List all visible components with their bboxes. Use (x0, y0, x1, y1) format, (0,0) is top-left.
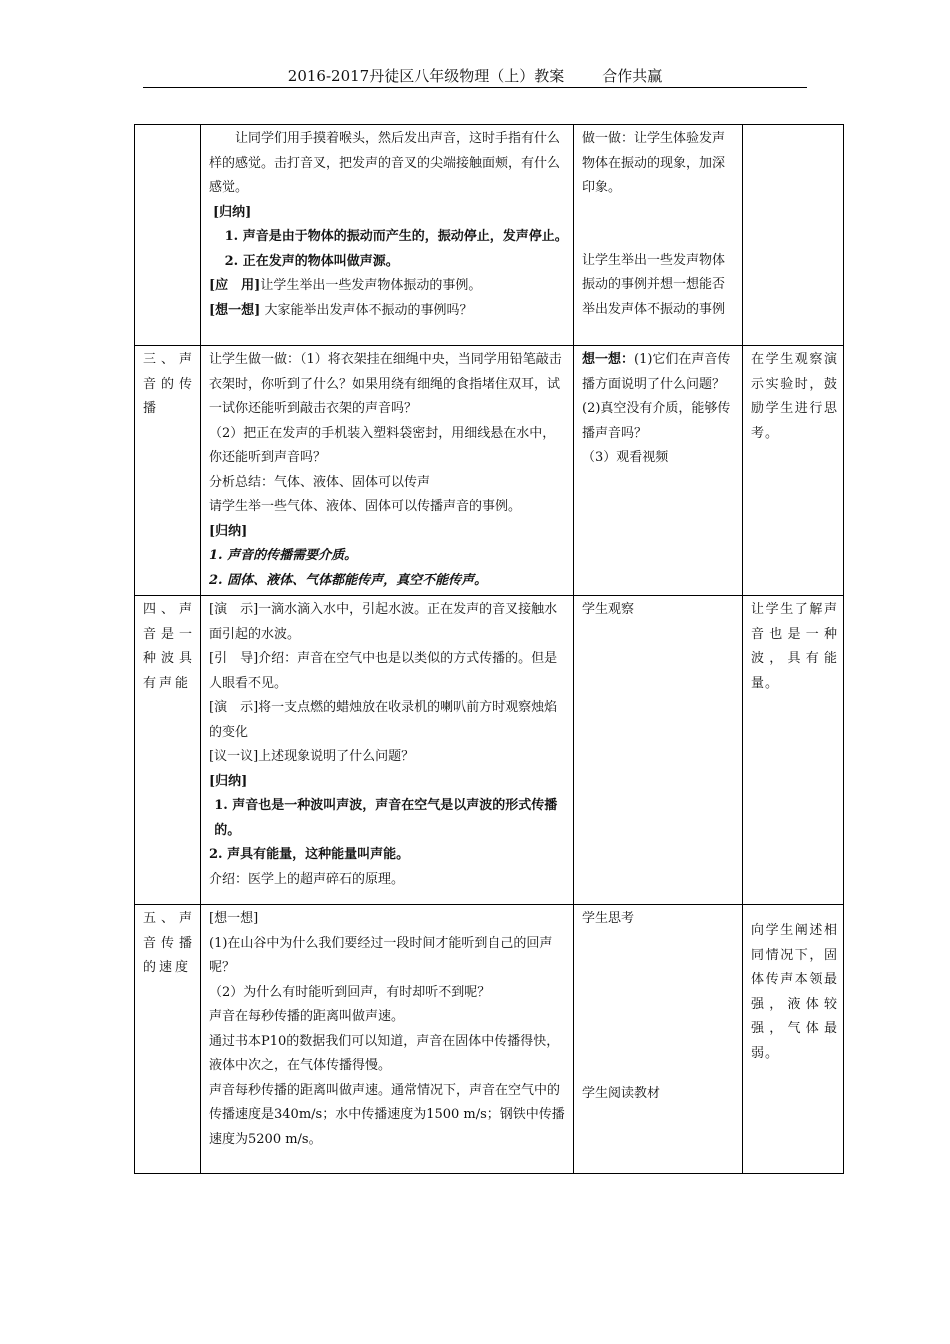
content-paragraph: (1)在山谷中为什么我们要经过一段时间才能听到自己的回声呢？ (209, 935, 553, 975)
summary-point: 1. 声音也是一种波叫声波，声音在空气是以声波的形式传播的。 (214, 798, 558, 838)
content-paragraph: [想一想] (209, 911, 259, 926)
student-activity-cell (574, 346, 743, 596)
content-paragraph: [议一议]上述现象说明了什么问题？ (209, 749, 415, 764)
think-text: 大家能举出发声体不振动的事例吗？ (260, 302, 473, 318)
teaching-content-cell (201, 125, 574, 346)
section-cell: 五、声音传播的速度 (135, 905, 201, 1174)
content-paragraph: 让同学们用手摸着喉头，然后发出声音，这时手指有什么样的感觉。击打音叉，把发声的音叉的尖端接触面颊，有什么感觉。 (209, 131, 561, 195)
design-intent-cell: 让学生了解声音也是一种波，具有能量。 (743, 596, 844, 905)
section-cell: 四、声音是一种波具有声能 (135, 596, 201, 905)
activity-paragraph: 学生思考 (582, 911, 635, 926)
think-tag: [想一想] (209, 302, 261, 318)
activity-paragraph: 让学生举出一些发声物体振动的事例并想一想能否举出发声体不振动的事例 (582, 252, 726, 317)
activity-paragraph: 想一想：(1)它们在声音传播方面说明了什么问题？ (582, 352, 731, 392)
lesson-plan-table (134, 124, 844, 1174)
activity-paragraph: （3）观看视频 (582, 450, 669, 465)
table-row (135, 905, 844, 1174)
summary-point: 1. 声音的传播需要介质。 (209, 548, 358, 563)
summary-point: 2. 声具有能量，这种能量叫声能。 (209, 847, 410, 862)
content-paragraph: 声音在每秒传播的距离叫做声速。 (209, 1009, 405, 1024)
page-header (143, 66, 807, 88)
intent-paragraph: 向学生阐述相同情况下，固体传声本领最强，液体较强，气体最弱。 (751, 923, 838, 1061)
header-title: 2016-2017丹徒区八年级物理（上）教案 (287, 67, 565, 85)
content-paragraph: 让学生做一做：（1）将衣架挂在细绳中央，当同学用铅笔敲击衣架时，你听到了什么？如果用绕有细绳的食指堵住双耳，试一试你还能听到敲击衣架的声音吗？ (209, 352, 562, 416)
design-intent-cell: 在学生观察演示实验时，鼓励学生进行思考。 (743, 346, 844, 596)
content-paragraph: 请学生举一些气体、液体、固体可以传播声音的事例。 (209, 499, 522, 514)
teaching-content-cell (201, 905, 574, 1174)
content-paragraph: 分析总结：气体、液体、固体可以传声 (209, 474, 431, 490)
summary-heading: [归纳] (209, 773, 248, 789)
design-intent-cell (743, 125, 844, 346)
header-motto: 合作共赢 (602, 67, 663, 85)
table-row (135, 125, 844, 346)
content-paragraph: 通过书本P10的数据我们可以知道，声音在固体中传播得快，液体中次之，在气体传播得慢。 (209, 1033, 560, 1073)
summary-point: 2. 固体、液体、气体都能传声，真空不能传声。 (209, 572, 488, 588)
content-paragraph: （2）为什么有时能听到回声，有时却听不到呢？ (209, 984, 491, 1000)
teaching-content-cell (201, 596, 574, 905)
activity-paragraph: 学生阅读教材 (582, 1085, 661, 1101)
apply-tag: [应 用] (209, 278, 261, 293)
section-cell (135, 125, 201, 346)
think-line (209, 299, 568, 324)
summary-point: 1. 声音是由于物体的振动而产生的，振动停止，发声停止。 (224, 229, 568, 244)
design-intent-cell (743, 905, 844, 1174)
summary-heading: [归纳] (213, 204, 252, 220)
section-cell: 三、声音的传播 (135, 346, 201, 596)
summary-point: 2. 正在发声的物体叫做声源。 (224, 253, 399, 269)
content-paragraph: [引 导]介绍：声音在空气中也是以类似的方式传播的。但是人眼看不见。 (209, 651, 558, 691)
content-paragraph: （2）把正在发声的手机装入塑料袋密封，用细线悬在水中，你还能听到声音吗？ (209, 425, 556, 465)
student-activity-cell (574, 905, 743, 1174)
content-paragraph: [演 示]将一支点燃的蜡烛放在收录机的喇叭前方时观察烛焰的变化 (209, 700, 558, 740)
content-paragraph: 声音每秒传播的距离叫做声速。通常情况下，声音在空气中的传播速度是340m/s；水中传播速度为1500 m/s；钢铁中传播速度为5200 m/s。 (209, 1082, 565, 1147)
table-row (135, 596, 844, 905)
content-paragraph: 介绍：医学上的超声碎石的原理。 (209, 871, 405, 887)
student-activity-cell (574, 125, 743, 346)
table-row (135, 346, 844, 596)
apply-text: 让学生举出一些发声物体振动的事例。 (260, 278, 482, 293)
student-activity-cell: 学生观察 (574, 596, 743, 905)
apply-line (209, 274, 568, 299)
summary-heading: [归纳] (209, 523, 248, 539)
activity-paragraph: 做一做：让学生体验发声物体在振动的现象，加深印象。 (582, 131, 726, 195)
teaching-content-cell (201, 346, 574, 596)
activity-paragraph: (2)真空没有介质，能够传播声音吗？ (582, 401, 731, 441)
think-tag: 想一想： (582, 352, 635, 367)
content-paragraph: [演 示]一滴水滴入水中，引起水波。正在发声的音叉接触水面引起的水波。 (209, 602, 558, 642)
